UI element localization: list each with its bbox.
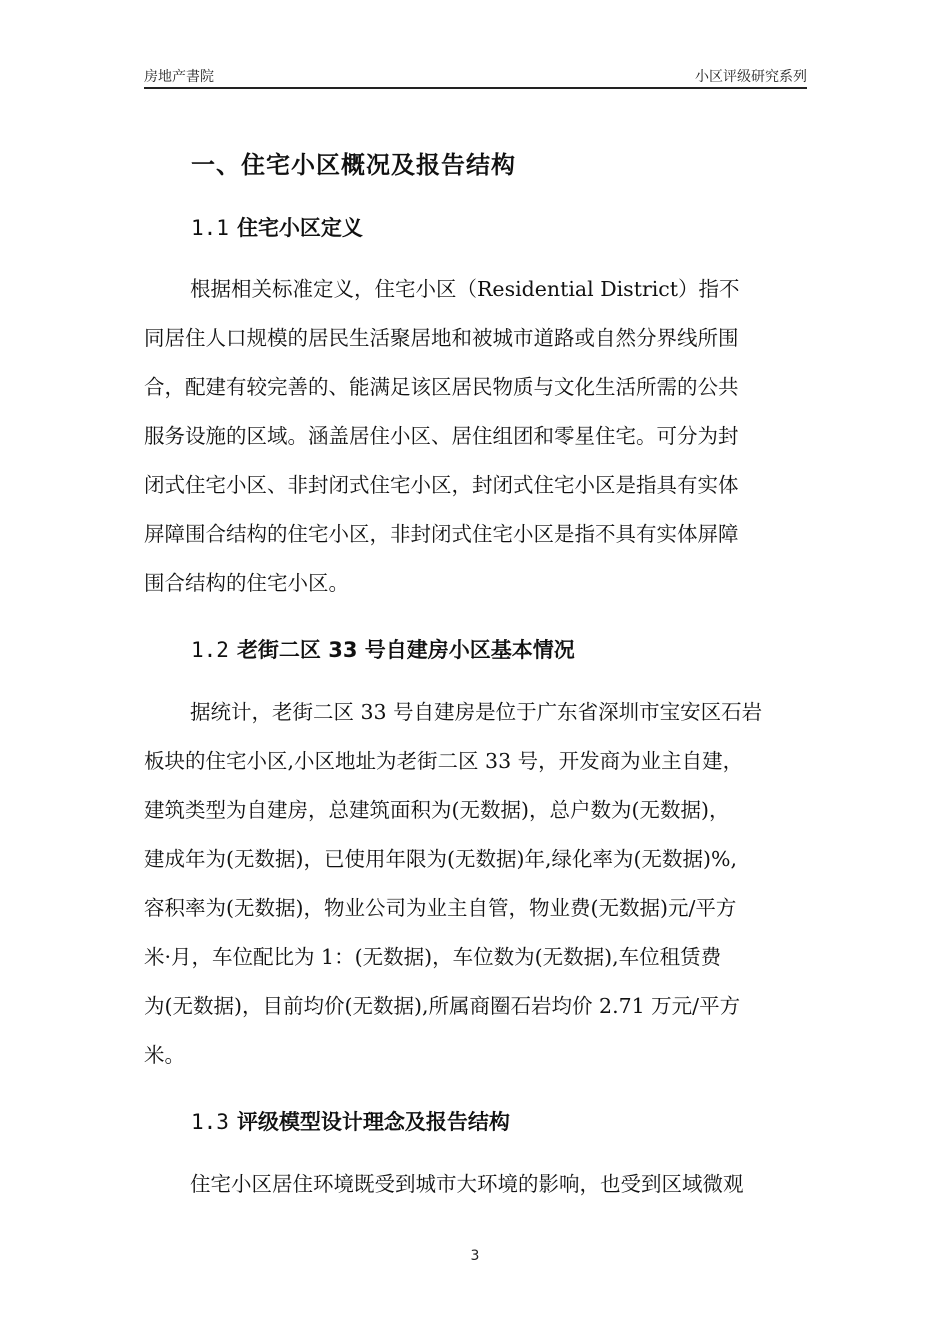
page-number: 3: [470, 1248, 480, 1264]
text-line: 米。: [144, 1043, 185, 1067]
text-line: 据统计，老街二区 33 号自建房是位于广东省深圳市宝安区石岩: [190, 700, 763, 724]
paragraph-basic-info: [144, 688, 808, 1080]
subsection-number: 1.3: [191, 1110, 229, 1134]
header-divider: [144, 87, 807, 89]
text-line: 合，配建有较完善的、能满足该区居民物质与文化生活所需的公共: [144, 375, 739, 399]
text-line: 建筑类型为自建房，总建筑面积为(无数据)，总户数为(无数据)，: [144, 798, 730, 822]
text-line: 板块的住宅小区,小区地址为老街二区 33 号，开发商为业主自建，: [144, 749, 744, 773]
text-line: 服务设施的区域。涵盖居住小区、居住组团和零星住宅。可分为封: [144, 424, 739, 448]
text-line: 闭式住宅小区、非封闭式住宅小区，封闭式住宅小区是指具有实体: [144, 473, 739, 497]
subsection-title: 住宅小区定义: [236, 216, 363, 240]
subsection-heading-1-1: [191, 212, 363, 242]
text-line: 同居住人口规模的居民生活聚居地和被城市道路或自然分界线所围: [144, 326, 739, 350]
text-line: 建成年为(无数据)，已使用年限为(无数据)年,绿化率为(无数据)%,: [144, 847, 737, 871]
subsection-heading-1-3: [191, 1106, 510, 1136]
paragraph-definition: [144, 265, 808, 608]
paragraph-model-design: [144, 1160, 808, 1209]
section-title: 一、住宅小区概况及报告结构: [191, 151, 516, 179]
subsection-title: 评级模型设计理念及报告结构: [236, 1110, 510, 1134]
text-line: 屏障围合结构的住宅小区，非封闭式住宅小区是指不具有实体屏障: [144, 522, 739, 546]
text-line: 容积率为(无数据)，物业公司为业主自管，物业费(无数据)元/平方: [144, 896, 737, 920]
subsection-number: 1.2: [191, 638, 229, 662]
header-publisher: 房地产書院: [144, 69, 214, 85]
text-line: 为(无数据)，目前均价(无数据),所属商圈石岩均价 2.71 万元/平方: [144, 994, 741, 1018]
subsection-title: 老街二区 33 号自建房小区基本情况: [236, 638, 575, 662]
subsection-number: 1.1: [191, 216, 229, 240]
text-line: 围合结构的住宅小区。: [144, 571, 349, 595]
page-header: [144, 62, 807, 88]
text-line: 米·月，车位配比为 1：(无数据)，车位数为(无数据),车位租赁费: [144, 945, 722, 969]
header-series-title: 小区评级研究系列: [695, 69, 807, 85]
text-line: 住宅小区居住环境既受到城市大环境的影响，也受到区域微观: [190, 1172, 744, 1196]
subsection-heading-1-2: [191, 634, 575, 664]
text-line: 根据相关标准定义，住宅小区（Residential District）指不: [190, 277, 740, 301]
